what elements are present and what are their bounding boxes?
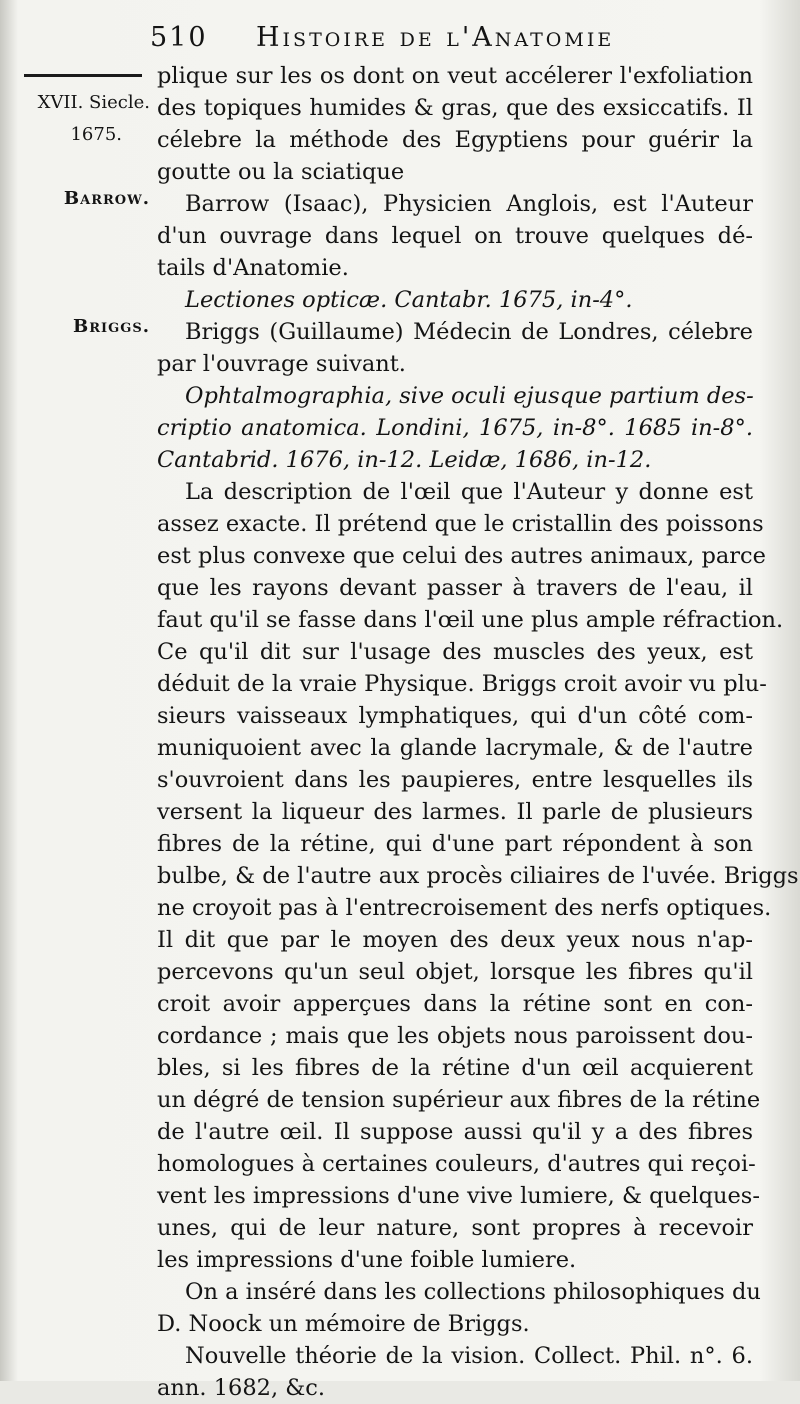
margin-note-year: 1675. bbox=[70, 124, 122, 145]
text-line: les impressions d'une foible lumiere. bbox=[157, 1247, 577, 1273]
text-line: bles, si les fibres de la rétine d'un œil acquierent bbox=[157, 1055, 753, 1081]
text-line: fibres de la rétine, qui d'une part répondent à son bbox=[157, 831, 753, 857]
text-line: de l'autre œil. Il suppose aussi qu'il y a des fibres bbox=[157, 1119, 753, 1145]
running-title: Histoire de l'Anatomie bbox=[256, 22, 615, 53]
body-text bbox=[157, 60, 799, 1404]
text-line: cordance ; mais que les objets nous paroissent dou- bbox=[157, 1023, 753, 1049]
text-line: s'ouvroient dans les paupieres, entre lesquelles ils bbox=[157, 767, 753, 793]
text-line: percevons qu'un seul objet, lorsque les fibres qu'il bbox=[157, 959, 753, 985]
text-line: goutte ou la sciatique bbox=[157, 159, 405, 185]
text-line: Briggs (Guillaume) Médecin de Londres, célebre bbox=[185, 319, 753, 345]
citation-line: Ophtalmographia, sive oculi ejusque partium des- bbox=[185, 383, 754, 409]
text-line: plique sur les os dont on veut accélerer l'exfoliation bbox=[157, 63, 753, 89]
text-line: La description de l'œil que l'Auteur y donne est bbox=[185, 479, 753, 505]
text-line: assez exacte. Il prétend que le cristallin des poissons bbox=[157, 511, 764, 537]
text-line: des topiques humides & gras, que des exsiccatifs. Il bbox=[157, 95, 753, 121]
margin-rule bbox=[24, 74, 142, 77]
text-line: déduit de la vraie Physique. Briggs croit avoir vu plu- bbox=[157, 671, 767, 697]
text-line: Ce qu'il dit sur l'usage des muscles des yeux, est bbox=[157, 639, 753, 665]
page-header bbox=[150, 22, 710, 62]
text-line: On a inséré dans les collections philosophiques du bbox=[185, 1279, 761, 1305]
citation-line: Cantabrid. 1676, in-12. Leidæ, 1686, in-12. bbox=[157, 447, 652, 473]
text-line: Il dit que par le moyen des deux yeux nous n'ap- bbox=[157, 927, 753, 953]
text-line: unes, qui de leur nature, sont propres à recevoir bbox=[157, 1215, 753, 1241]
margin-note-briggs: Briggs. bbox=[73, 316, 150, 337]
text-line: ne croyoit pas à l'entrecroisement des nerfs optiques. bbox=[157, 895, 772, 921]
text-line: faut qu'il se fasse dans l'œil une plus ample réfraction. bbox=[157, 607, 784, 633]
text-line: d'un ouvrage dans lequel on trouve quelques dé- bbox=[157, 223, 753, 249]
margin-note-barrow: Barrow. bbox=[63, 188, 150, 209]
text-line: par l'ouvrage suivant. bbox=[157, 351, 406, 377]
text-line: D. Noock un mémoire de Briggs. bbox=[157, 1311, 530, 1337]
text-line: un dégré de tension supérieur aux fibres de la rétine bbox=[157, 1087, 761, 1113]
text-line: tails d'Anatomie. bbox=[157, 255, 349, 281]
page-number: 510 bbox=[150, 22, 208, 53]
text-line: que les rayons devant passer à travers de l'eau, il bbox=[157, 575, 753, 601]
citation-line: ann. 1682, &c. bbox=[157, 1375, 326, 1401]
text-line: est plus convexe que celui des autres animaux, parce bbox=[157, 543, 766, 569]
text-line: célebre la méthode des Egyptiens pour guérir la bbox=[157, 127, 753, 153]
citation-line: Nouvelle théorie de la vision. Collect. Phil. n°. 6. bbox=[185, 1343, 753, 1369]
text-line: croit avoir apperçues dans la rétine sont en con- bbox=[157, 991, 753, 1017]
citation-line: Lectiones opticæ. Cantabr. 1675, in-4°. bbox=[185, 287, 633, 313]
text-line: sieurs vaisseaux lymphatiques, qui d'un côté com- bbox=[157, 703, 753, 729]
citation-line: criptio anatomica. Londini, 1675, in-8°. 1685 in-8°. bbox=[157, 415, 753, 441]
text-line: bulbe, & de l'autre aux procès ciliaires de l'uvée. Briggs bbox=[157, 863, 799, 889]
text-line: homologues à certaines couleurs, d'autres qui reçoi- bbox=[157, 1151, 756, 1177]
text-line: muniquoient avec la glande lacrymale, & de l'autre bbox=[157, 735, 753, 761]
margin-note-century: XVII. Siecle. bbox=[37, 92, 150, 113]
text-line: versent la liqueur des larmes. Il parle de plusieurs bbox=[157, 799, 753, 825]
text-line: Barrow (Isaac), Physicien Anglois, est l'Auteur bbox=[185, 191, 753, 217]
text-line: vent les impressions d'une vive lumiere, & quelques- bbox=[157, 1183, 760, 1209]
